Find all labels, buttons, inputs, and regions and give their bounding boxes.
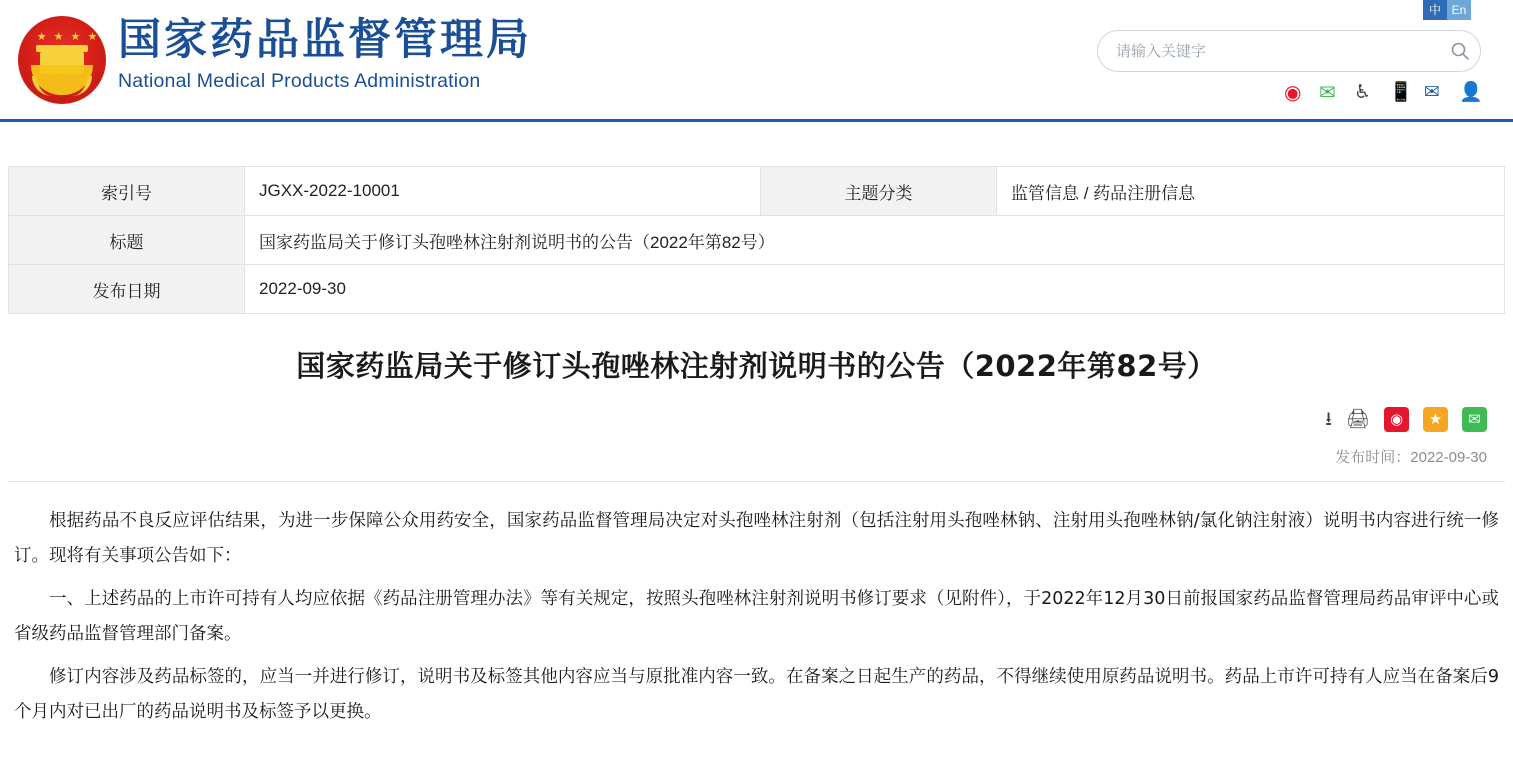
page-title: 国家药监局关于修订头孢唑林注射剂说明书的公告（2022年第82号） [296,349,1217,383]
document-meta [0,122,1513,314]
wechat-icon[interactable]: ✉ [1319,82,1336,104]
brand-name-cn: 国家药品监督管理局 [118,15,532,65]
table-row [9,265,1505,314]
weibo-share-icon[interactable]: ◉ [1384,407,1409,432]
brand-name-en: National Medical Products Administration [118,70,481,92]
print-icon[interactable]: 🖨 [1345,409,1370,430]
article-paragraph: 修订内容涉及药品标签的，应当一并进行修订，说明书及标签其他内容应当与原批准内容一致。在备案之日起生产的药品，不得继续使用原药品说明书。药品上市许可持有人应当在备案后9个月内对已出厂的药品说明书及标签予以更换。 [14,667,1499,722]
table-row [9,216,1505,265]
site-header [0,0,1513,122]
meta-label-title: 标题 [9,216,245,265]
mobile-icon[interactable]: 📱 [1389,82,1413,103]
lang-en-button[interactable]: En [1447,0,1471,20]
favorite-star-icon[interactable]: ★ [1423,407,1448,432]
meta-label-date: 发布日期 [9,265,245,314]
meta-value-category: 监管信息 / 药品注册信息 [997,167,1505,216]
meta-value-title: 国家药监局关于修订头孢唑林注射剂说明书的公告（2022年第82号） [245,216,1505,265]
accessibility-icon[interactable]: ♿ [1354,82,1372,103]
header-social-links[interactable] [1284,82,1481,104]
meta-table [8,166,1505,314]
table-row [9,167,1505,216]
meta-label-category: 主题分类 [761,167,997,216]
publish-time-value: 2022-09-30 [1410,449,1487,466]
publish-time-label: 发布时间： [1335,449,1411,466]
weibo-icon[interactable]: ◉ [1284,82,1302,104]
article-toolbar[interactable] [0,385,1513,432]
language-switcher[interactable] [1423,0,1471,20]
publish-time [0,432,1513,467]
mail-icon[interactable]: ✉ [1424,82,1440,103]
user-icon[interactable]: 👤 [1459,82,1483,103]
emblem-stars: ★ ★ ★ ★ [36,31,100,43]
national-emblem-icon [14,12,110,108]
search-box[interactable] [1097,30,1481,72]
download-icon[interactable]: ⭳ [1325,409,1332,430]
wechat-share-icon[interactable]: ✉ [1462,407,1487,432]
article-paragraph: 一、上述药品的上市许可持有人均应依据《药品注册管理办法》等有关规定，按照头孢唑林注射剂说明书修订要求（见附件），于2022年12月30日前报国家药品监督管理局药品审评中心或省级药品监督管理部门备案。 [14,589,1499,644]
meta-value-index: JGXX-2022-10001 [245,167,761,216]
search-icon[interactable] [1440,31,1480,71]
site-brand[interactable] [118,14,532,93]
meta-label-index: 索引号 [9,167,245,216]
meta-value-date: 2022-09-30 [245,265,1505,314]
lang-cn-button[interactable]: 中 [1423,0,1447,20]
search-input[interactable] [1098,31,1440,71]
article-paragraph: 根据药品不良反应评估结果，为进一步保障公众用药安全，国家药品监督管理局决定对头孢唑林注射剂（包括注射用头孢唑林钠、注射用头孢唑林钠/氯化钠注射液）说明书内容进行统一修订。现将有关事项公告如下： [14,511,1499,566]
article-body [0,482,1513,730]
